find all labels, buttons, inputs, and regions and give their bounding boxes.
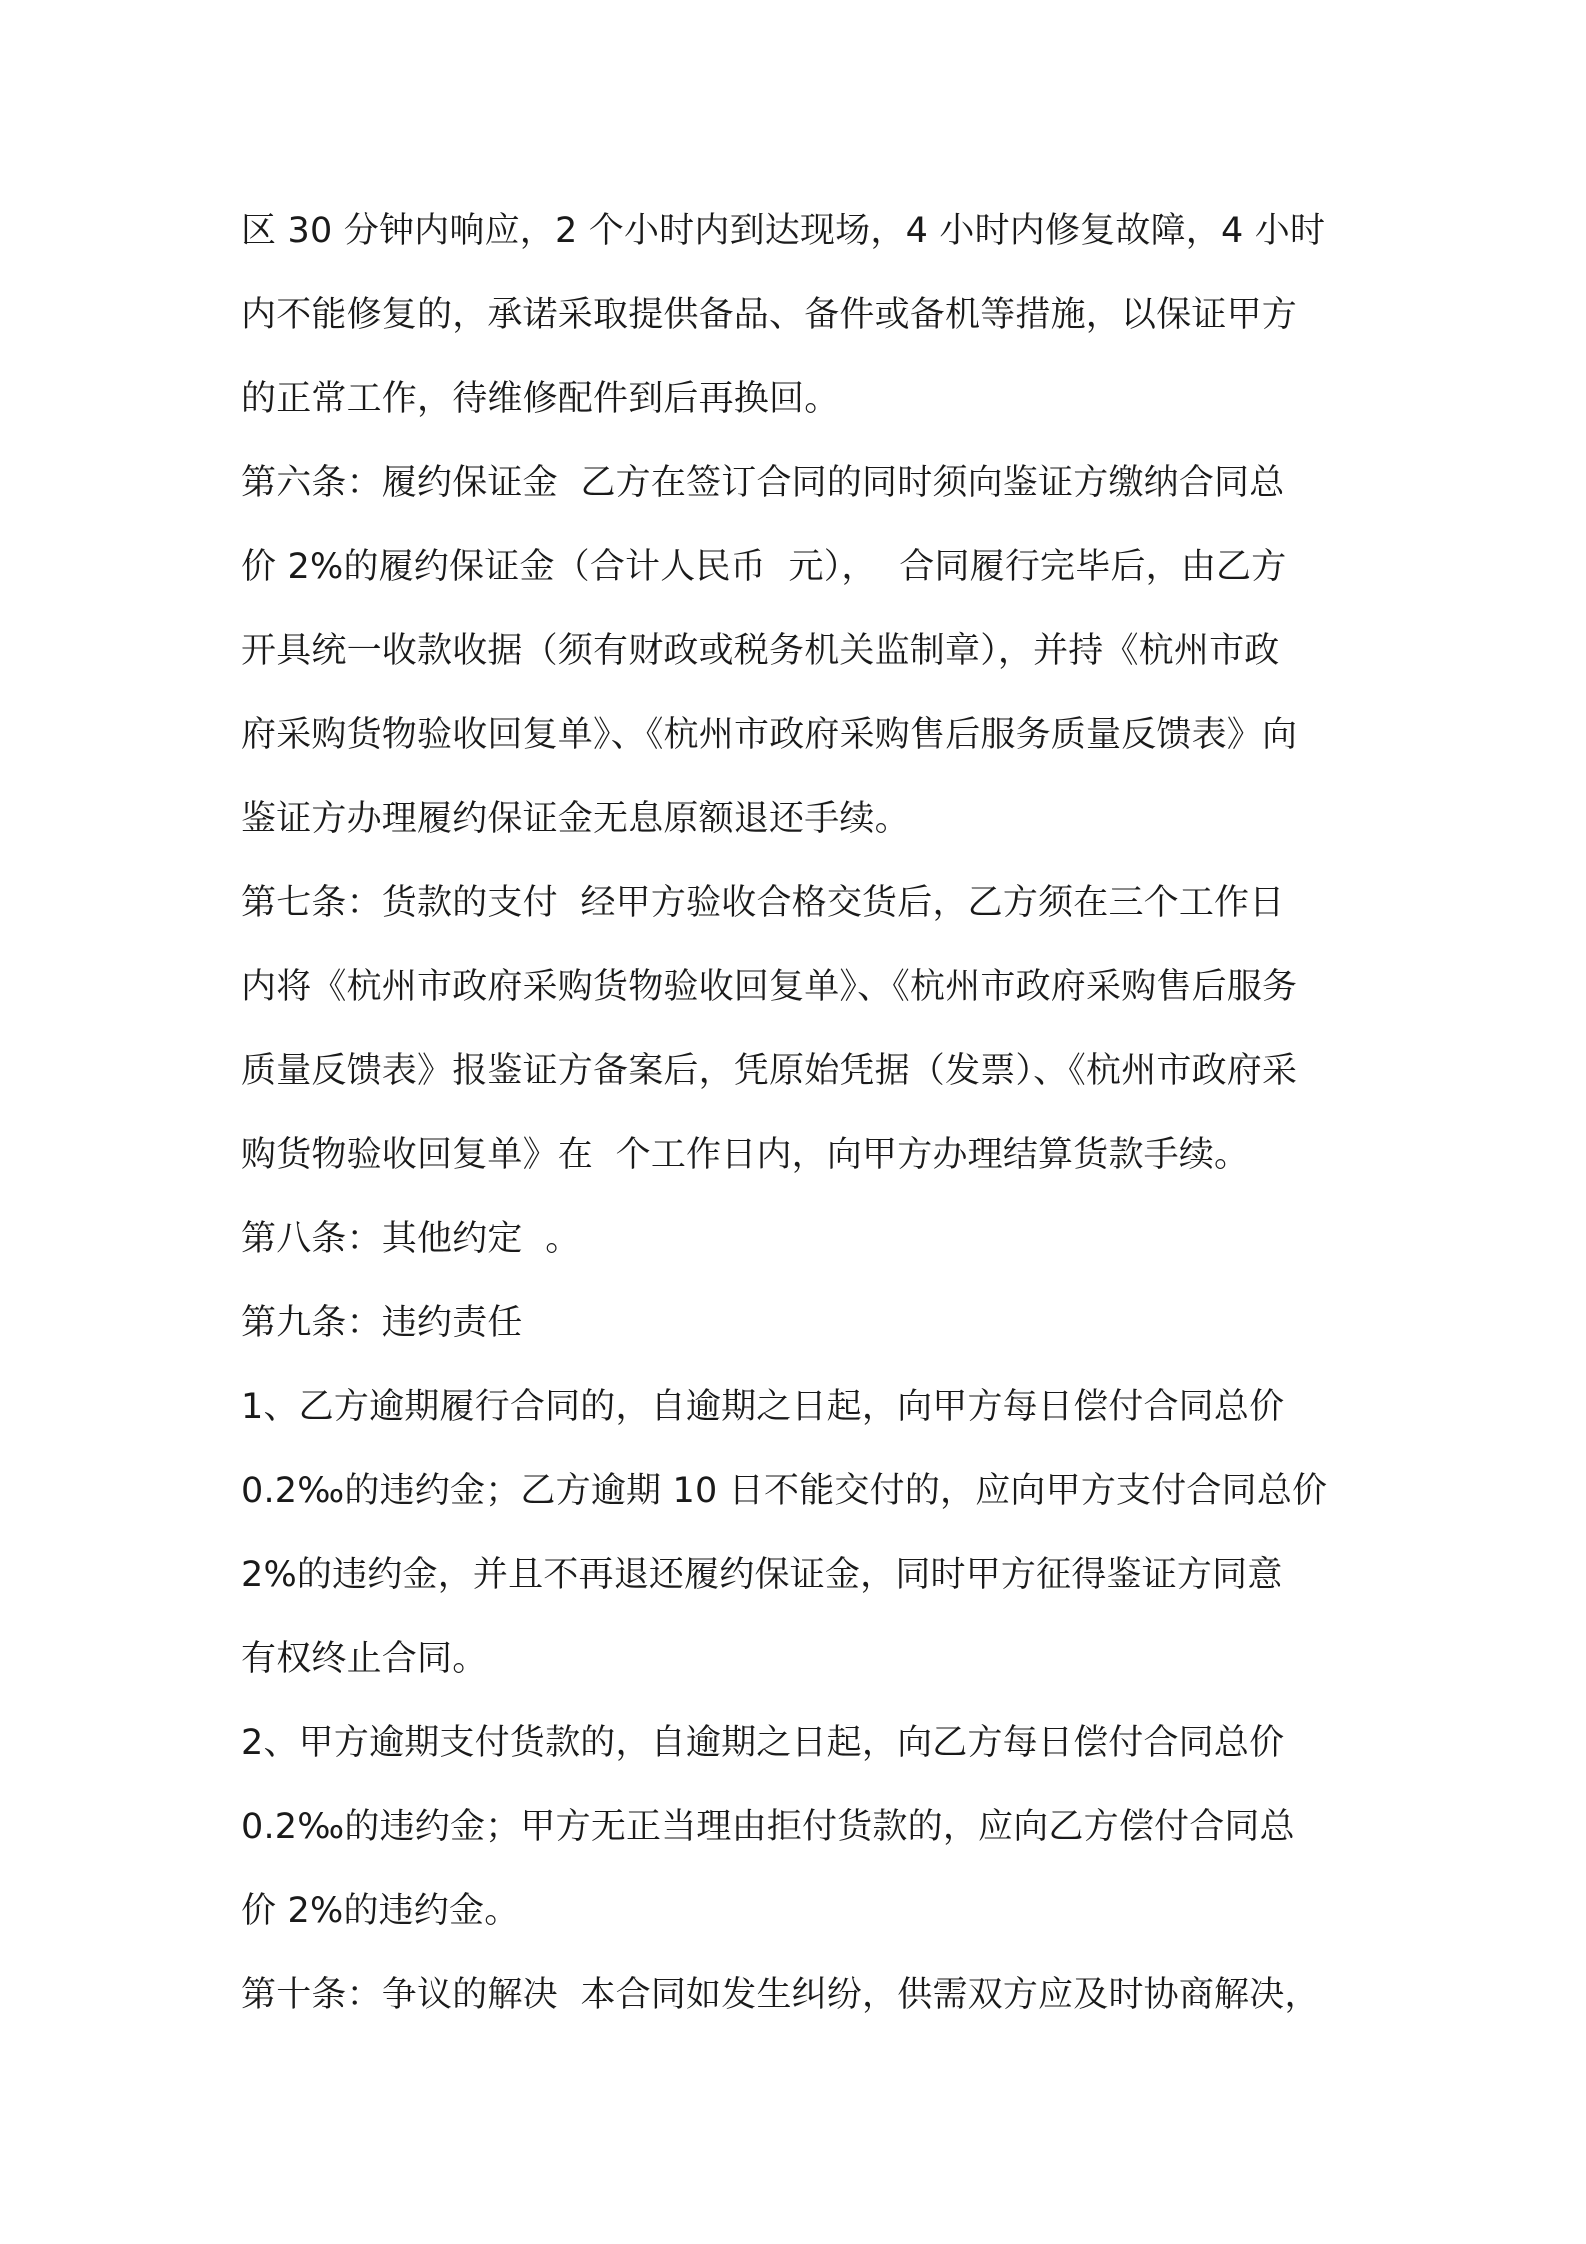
clause-1-line: 1、乙方逾期履行合同的，自逾期之日起，向甲方每日偿付合同总价 [241, 1387, 1285, 1427]
text-line: 的正常工作，待维修配件到后再换回。 [241, 379, 840, 419]
text-line: 开具统一收款收据（须有财政或税务机关监制章），并持《杭州市政 [241, 631, 1280, 671]
text-line: 价 2%的违约金。 [241, 1891, 520, 1931]
article-7-heading-line: 第七条：货款的支付 经甲方验收合格交货后，乙方须在三个工作日 [241, 883, 1285, 923]
article-10-heading-line: 第十条：争议的解决 本合同如发生纠纷，供需双方应及时协商解决， [241, 1975, 1320, 2015]
text-line: 价 2%的履约保证金（合计人民币 元）， 合同履行完毕后，由乙方 [241, 547, 1287, 587]
article-9-heading-line: 第九条：违约责任 [241, 1303, 523, 1343]
text-line: 质量反馈表》报鉴证方备案后，凭原始凭据（发票）、《杭州市政府采 [241, 1051, 1298, 1091]
clause-2-line: 2、甲方逾期支付货款的，自逾期之日起，向乙方每日偿付合同总价 [241, 1723, 1285, 1763]
text-line: 区 30 分钟内响应，2 个小时内到达现场，4 小时内修复故障，4 小时 [241, 211, 1326, 251]
article-8-heading-line: 第八条：其他约定 。 [241, 1219, 581, 1259]
contract-text [241, 198, 1361, 2046]
text-line: 府采购货物验收回复单》、《杭州市政府采购售后服务质量反馈表》向 [241, 715, 1298, 755]
text-line: 2%的违约金，并且不再退还履约保证金，同时甲方征得鉴证方同意 [241, 1555, 1283, 1595]
text-line: 内不能修复的，承诺采取提供备品、备件或备机等措施，以保证甲方 [241, 295, 1298, 335]
text-line: 0.2‰的违约金；甲方无正当理由拒付货款的，应向乙方偿付合同总 [241, 1807, 1295, 1847]
text-line: 0.2‰的违约金；乙方逾期 10 日不能交付的，应向甲方支付合同总价 [241, 1471, 1328, 1511]
article-6-heading-line: 第六条：履约保证金 乙方在签订合同的同时须向鉴证方缴纳合同总 [241, 463, 1285, 503]
text-line: 鉴证方办理履约保证金无息原额退还手续。 [241, 799, 910, 839]
text-line: 有权终止合同。 [241, 1639, 488, 1679]
text-line: 内将《杭州市政府采购货物验收回复单》、《杭州市政府采购售后服务 [241, 967, 1298, 1007]
text-line: 购货物验收回复单》在 个工作日内，向甲方办理结算货款手续。 [241, 1135, 1250, 1175]
